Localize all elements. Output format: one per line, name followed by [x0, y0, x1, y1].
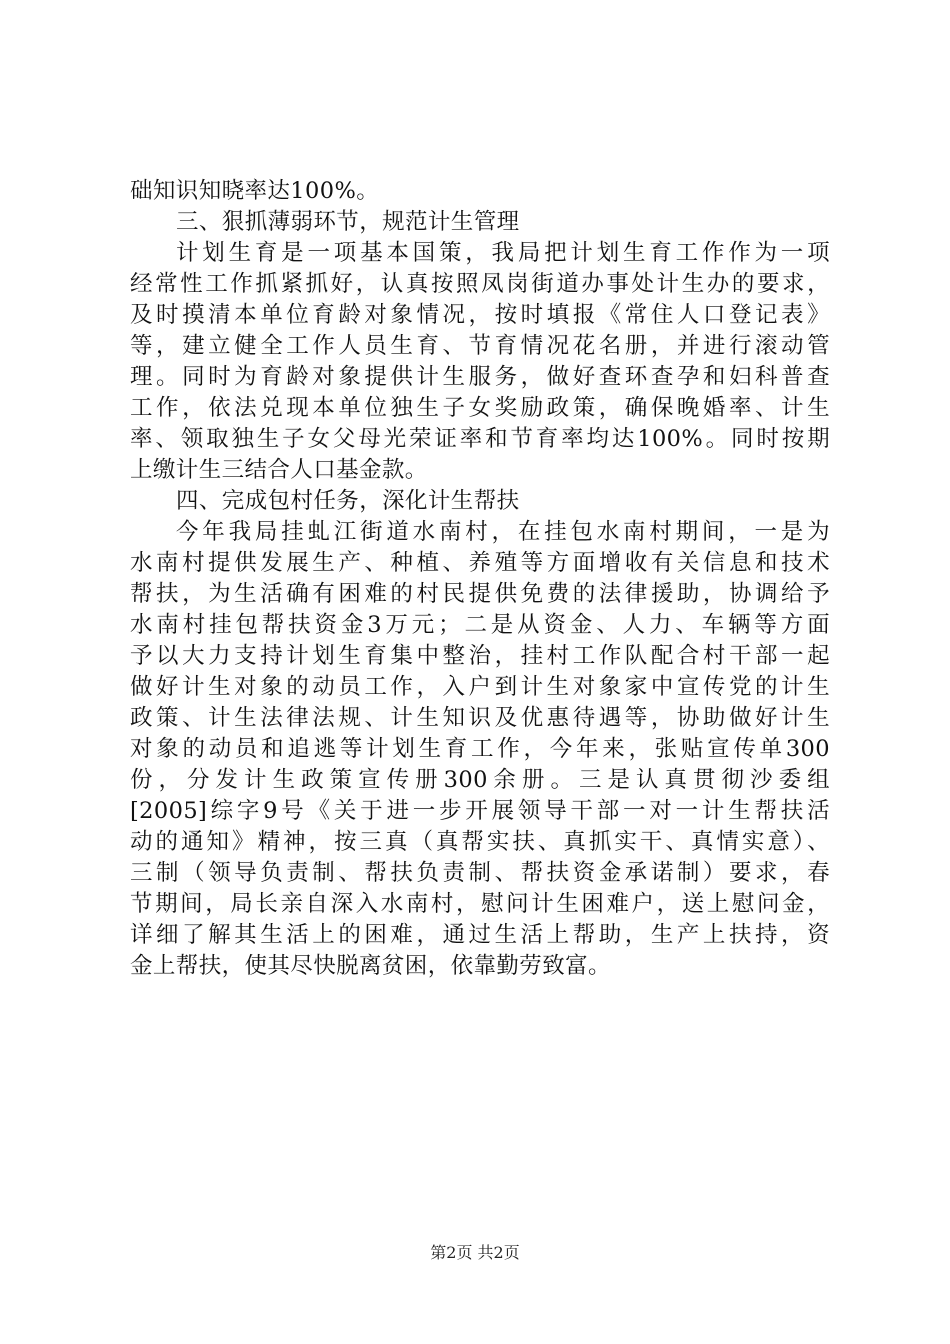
text-line: 水南村挂包帮扶资金3万元；二是从资金、人力、车辆等方面 [130, 612, 830, 638]
text-line: 三制（领导负责制、帮扶负责制、帮扶资金承诺制）要求，春 [130, 860, 830, 886]
section-heading: 四、完成包村任务，深化计生帮扶 [176, 488, 520, 514]
text-line: 做好计生对象的动员工作，入户到计生对象家中宣传党的计生 [130, 674, 830, 700]
text-line: 份，分发计生政策宣传册300余册。三是认真贯彻沙委组 [130, 767, 830, 793]
text-line: 理。同时为育龄对象提供计生服务，做好查环查孕和妇科普查 [130, 364, 830, 390]
text-line: 详细了解其生活上的困难，通过生活上帮助，生产上扶持，资 [130, 922, 830, 948]
text-line: 政策、计生法律法规、计生知识及优惠待遇等，协助做好计生 [130, 705, 830, 731]
text-line: 等，建立健全工作人员生育、节育情况花名册，并进行滚动管 [130, 333, 830, 359]
text-line: 及时摸清本单位育龄对象情况，按时填报《常住人口登记表》 [130, 302, 830, 328]
text-line: 金上帮扶，使其尽快脱离贫困，依靠勤劳致富。 [130, 953, 611, 979]
text-line: 率、领取独生子女父母光荣证率和节育率均达100%。同时按期 [130, 426, 830, 452]
text-line: 今年我局挂虬江街道水南村，在挂包水南村期间，一是为 [176, 519, 830, 545]
text-line: 经常性工作抓紧抓好，认真按照凤岗街道办事处计生办的要求， [130, 271, 830, 297]
text-line: 上缴计生三结合人口基金款。 [130, 457, 428, 483]
text-line: 予以大力支持计划生育集中整治，挂村工作队配合村干部一起 [130, 643, 830, 669]
text-line: 节期间，局长亲自深入水南村，慰问计生困难户，送上慰问金， [130, 891, 830, 917]
text-line: 础知识知晓率达100%。 [130, 178, 380, 204]
section-heading: 三、狠抓薄弱环节，规范计生管理 [176, 209, 520, 235]
text-line: 计划生育是一项基本国策，我局把计划生育工作作为一项 [176, 240, 830, 266]
text-line: 对象的动员和追逃等计划生育工作，今年来，张贴宣传单300 [130, 736, 830, 762]
text-line: 水南村提供发展生产、种植、养殖等方面增收有关信息和技术 [130, 550, 830, 576]
text-line: [2005]综字9号《关于进一步开展领导干部一对一计生帮扶活 [130, 798, 830, 824]
page-number-footer: 第2页 共2页 [430, 1243, 520, 1262]
text-line: 帮扶，为生活确有困难的村民提供免费的法律援助，协调给予 [130, 581, 830, 607]
text-line: 工作，依法兑现本单位独生子女奖励政策，确保晚婚率、计生 [130, 395, 830, 421]
text-line: 动的通知》精神，按三真（真帮实扶、真抓实干、真情实意）、 [130, 829, 830, 855]
